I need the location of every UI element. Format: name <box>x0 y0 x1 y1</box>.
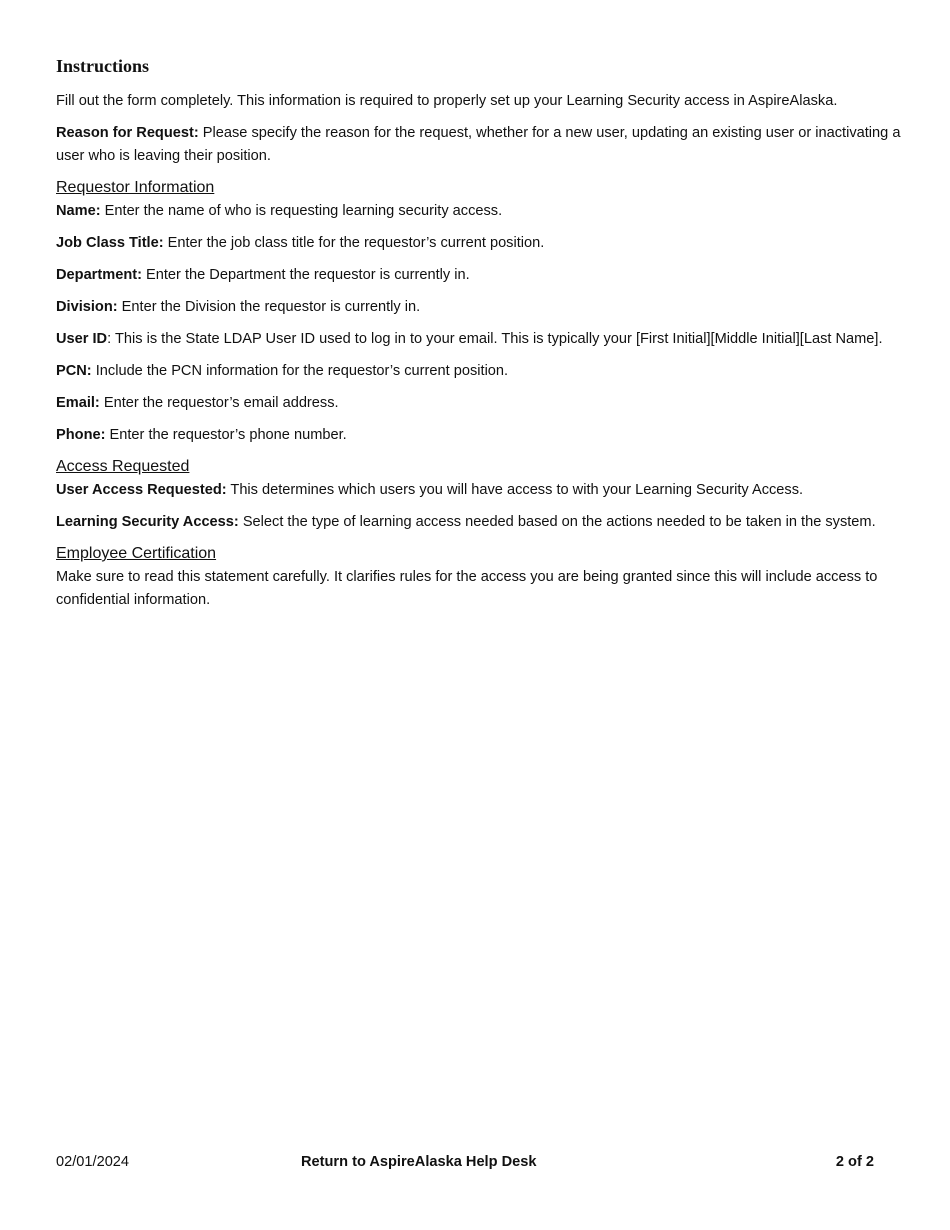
field-text: Enter the requestor’s email address. <box>99 395 339 411</box>
field-phone-paragraph <box>56 424 901 447</box>
field-label: Name: <box>56 203 101 219</box>
field-division-paragraph <box>56 296 901 319</box>
field-user-id-paragraph <box>56 328 901 351</box>
reason-paragraph <box>56 122 901 168</box>
field-label: Department: <box>56 267 142 283</box>
intro-paragraph: Fill out the form completely. This information is required to properly set up your Learning Security access in AspireAlaska. <box>56 93 838 109</box>
field-text: Enter the job class title for the requestor’s current position. <box>163 235 545 251</box>
field-learning-access-paragraph <box>56 511 901 534</box>
field-text: Select the type of learning access needed based on the actions needed to be taken in the system. <box>238 514 876 530</box>
field-user-access-paragraph <box>56 479 901 502</box>
field-text: Enter the Division the requestor is currently in. <box>117 299 421 315</box>
field-text: Enter the Department the requestor is currently in. <box>141 267 470 283</box>
field-label: PCN: <box>56 363 92 379</box>
reason-label: Reason for Request: <box>56 125 199 141</box>
field-job-class-paragraph <box>56 232 901 255</box>
field-text: Include the PCN information for the requestor’s current position. <box>91 363 509 379</box>
field-text: Enter the requestor’s phone number. <box>105 427 347 443</box>
field-name-paragraph <box>56 200 901 223</box>
field-label: Division: <box>56 299 118 315</box>
field-label: Phone: <box>56 427 106 443</box>
footer-date: 02/01/2024 <box>56 1154 130 1170</box>
field-label: Job Class Title: <box>56 235 164 251</box>
footer-page-number: 2 of 2 <box>835 1154 874 1170</box>
field-text: : This is the State LDAP User ID used to log in to your email. This is typically your [First Initial][Middle Initial][Last Name]. <box>107 331 883 347</box>
field-label: Email: <box>56 395 100 411</box>
field-label: User Access Requested: <box>56 482 227 498</box>
document-page <box>56 54 901 621</box>
certification-section-heading: Employee Certification <box>56 545 217 562</box>
page-title: Instructions <box>56 56 150 76</box>
field-pcn-paragraph <box>56 360 901 383</box>
page-footer <box>56 1152 874 1172</box>
field-text: This determines which users you will have access to with your Learning Security Access. <box>226 482 804 498</box>
field-label: Learning Security Access: <box>56 514 239 530</box>
field-email-paragraph <box>56 392 901 415</box>
field-text: Enter the name of who is requesting learning security access. <box>100 203 503 219</box>
footer-help-desk-link[interactable]: Return to AspireAlaska Help Desk <box>301 1154 537 1170</box>
reason-text: Please specify the reason for the request, whether for a new user, updating an existing user or inactivating a user who is leaving their position. <box>56 125 901 164</box>
requestor-section-heading: Requestor Information <box>56 179 215 196</box>
access-section-heading: Access Requested <box>56 458 190 475</box>
certification-paragraph: Make sure to read this statement carefully. It clarifies rules for the access you are being granted since this will include access to confidential information. <box>56 569 878 608</box>
field-label: User ID <box>56 331 108 347</box>
field-department-paragraph <box>56 264 901 287</box>
